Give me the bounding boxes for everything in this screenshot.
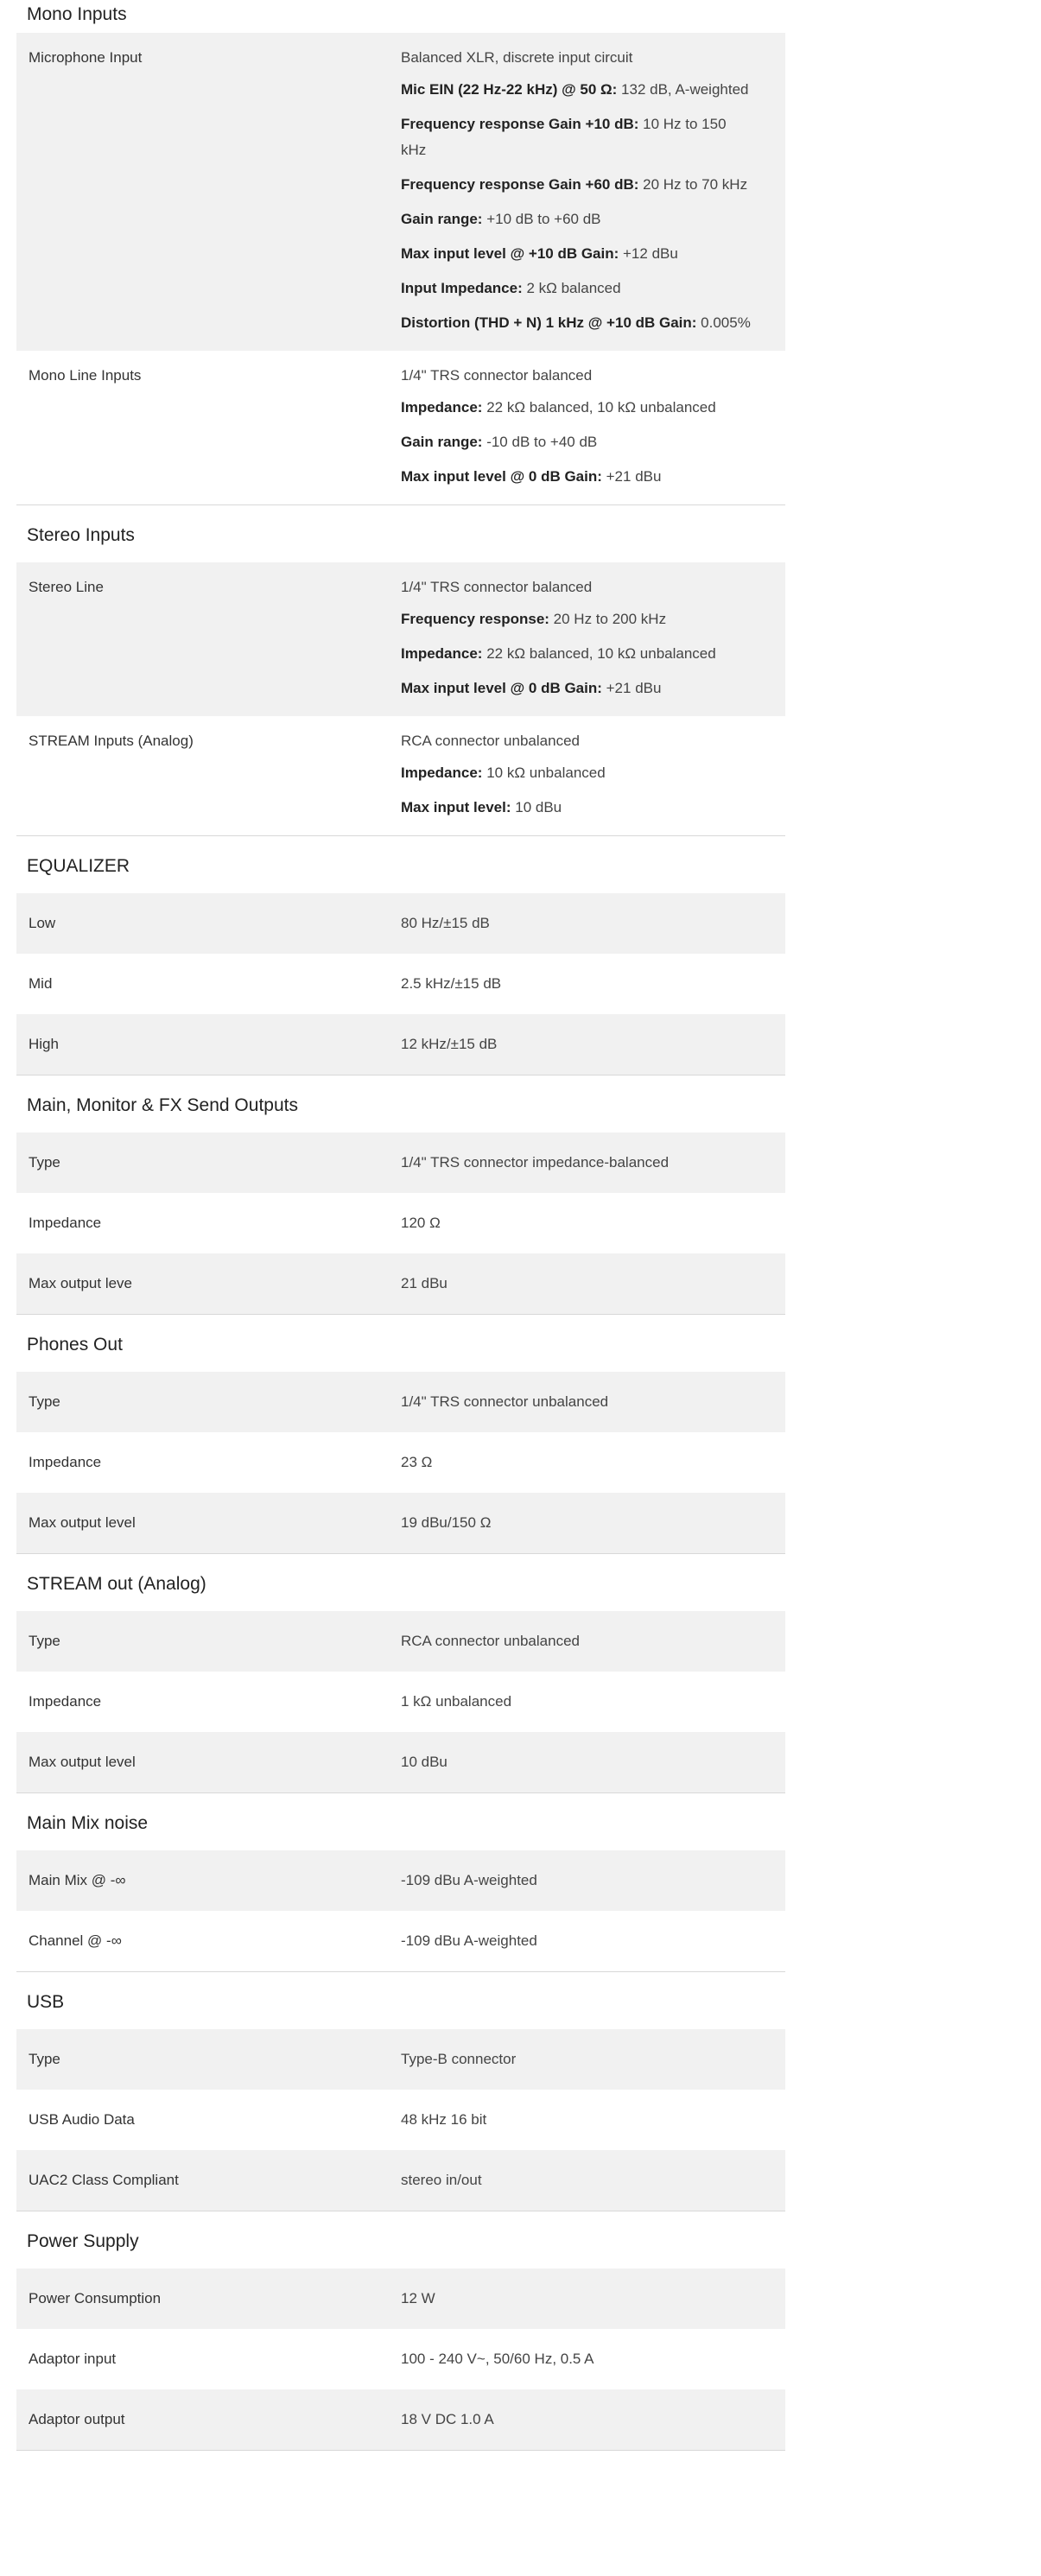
spec-section-stereo-inputs bbox=[16, 505, 785, 836]
spec-value: 18 V DC 1.0 A bbox=[401, 2411, 494, 2427]
section-title: Power Supply bbox=[27, 2231, 139, 2251]
spec-value-text: 2 kΩ balanced bbox=[522, 280, 621, 296]
spec-section-phones-out bbox=[16, 1315, 785, 1554]
spec-value: Type-B connector bbox=[401, 2051, 517, 2067]
section-title: Main Mix noise bbox=[27, 1813, 149, 1833]
spec-row bbox=[16, 893, 785, 954]
spec-row bbox=[16, 2150, 785, 2211]
spec-label: Type bbox=[29, 1154, 60, 1171]
spec-row bbox=[16, 1372, 785, 1432]
spec-section-equalizer bbox=[16, 836, 785, 1075]
spec-value-key: Max input level @ 0 dB Gain: bbox=[401, 468, 602, 485]
spec-value: 100 - 240 V~, 50/60 Hz, 0.5 A bbox=[401, 2351, 594, 2367]
spec-value-text: +12 dBu bbox=[619, 245, 678, 262]
spec-row bbox=[16, 2389, 785, 2450]
spec-value-key: Impedance: bbox=[401, 645, 483, 662]
spec-row bbox=[16, 1732, 785, 1792]
spec-value-key: Distortion (THD + N) 1 kHz @ +10 dB Gain: bbox=[401, 314, 697, 331]
spec-value-text: 10 Hz to 150 kHz bbox=[401, 116, 727, 158]
spec-value: 48 kHz 16 bit bbox=[401, 2111, 487, 2128]
spec-value: 1/4" TRS connector impedance-balanced bbox=[401, 1154, 670, 1171]
spec-value: 80 Hz/±15 dB bbox=[401, 915, 490, 931]
spec-label: Channel @ -∞ bbox=[29, 1932, 122, 1949]
spec-value-text: +21 dBu bbox=[601, 680, 662, 696]
spec-label: USB Audio Data bbox=[29, 2111, 135, 2128]
spec-value-text: RCA connector unbalanced bbox=[401, 733, 580, 749]
spec-value: 23 Ω bbox=[401, 1454, 433, 1470]
spec-section-usb bbox=[16, 1972, 785, 2211]
spec-value-text: 10 kΩ unbalanced bbox=[482, 765, 606, 781]
spec-label: Max output level bbox=[29, 1514, 136, 1531]
spec-value bbox=[401, 577, 772, 701]
spec-table bbox=[16, 0, 785, 2451]
spec-value-line bbox=[401, 395, 755, 421]
section-title: Main, Monitor & FX Send Outputs bbox=[27, 1095, 298, 1115]
spec-value-text: 132 dB, A-weighted bbox=[617, 81, 749, 98]
spec-value-text: 0.005% bbox=[696, 314, 751, 331]
spec-label: Type bbox=[29, 1633, 60, 1649]
spec-value: -109 dBu A-weighted bbox=[401, 1932, 537, 1949]
spec-row bbox=[16, 351, 785, 504]
spec-value: 19 dBu/150 Ω bbox=[401, 1514, 492, 1531]
spec-value-line bbox=[401, 795, 755, 821]
spec-label: High bbox=[29, 1036, 59, 1052]
spec-row bbox=[16, 954, 785, 1014]
spec-value-line bbox=[401, 276, 755, 301]
spec-value-key: Input Impedance: bbox=[401, 280, 523, 296]
spec-row bbox=[16, 716, 785, 835]
spec-value-key: Max input level @ +10 dB Gain: bbox=[401, 245, 619, 262]
spec-value-text: +21 dBu bbox=[601, 468, 662, 485]
spec-value-line bbox=[401, 429, 755, 455]
spec-label: Low bbox=[29, 915, 56, 931]
spec-value-text: Balanced XLR, discrete input circuit bbox=[401, 49, 633, 66]
spec-value-text: 22 kΩ balanced, 10 kΩ unbalanced bbox=[482, 399, 716, 416]
spec-value-line bbox=[401, 731, 755, 752]
spec-value: 10 dBu bbox=[401, 1754, 448, 1770]
spec-value-key: Impedance: bbox=[401, 399, 483, 416]
spec-value-line bbox=[401, 172, 755, 198]
spec-label: Type bbox=[29, 2051, 60, 2067]
spec-row bbox=[16, 2029, 785, 2090]
spec-label: UAC2 Class Compliant bbox=[29, 2172, 179, 2188]
spec-value-line bbox=[401, 760, 755, 786]
spec-value-key: Max input level: bbox=[401, 799, 511, 815]
spec-value-key: Gain range: bbox=[401, 434, 483, 450]
spec-value: 2.5 kHz/±15 dB bbox=[401, 975, 502, 992]
spec-value-line bbox=[401, 310, 755, 336]
spec-value-line bbox=[401, 606, 755, 632]
spec-value-key: Mic EIN (22 Hz-22 kHz) @ 50 Ω: bbox=[401, 81, 618, 98]
spec-value-text: 1/4" TRS connector balanced bbox=[401, 579, 593, 595]
spec-row bbox=[16, 1253, 785, 1314]
spec-label: Impedance bbox=[29, 1454, 102, 1470]
spec-row bbox=[16, 562, 785, 716]
spec-label: Microphone Input bbox=[29, 49, 143, 66]
spec-label: Main Mix @ -∞ bbox=[29, 1872, 126, 1888]
spec-row bbox=[16, 33, 785, 351]
spec-row bbox=[16, 1014, 785, 1075]
spec-section-main-monitor-fx-send-outputs bbox=[16, 1075, 785, 1315]
spec-row bbox=[16, 1672, 785, 1732]
spec-value bbox=[401, 365, 772, 490]
spec-row bbox=[16, 2268, 785, 2329]
spec-value-text: 1/4" TRS connector balanced bbox=[401, 367, 593, 384]
spec-value: 12 W bbox=[401, 2290, 435, 2306]
spec-value: 12 kHz/±15 dB bbox=[401, 1036, 498, 1052]
spec-section-power-supply bbox=[16, 2211, 785, 2451]
spec-row bbox=[16, 1133, 785, 1193]
spec-label: Power Consumption bbox=[29, 2290, 162, 2306]
section-title: Phones Out bbox=[27, 1335, 123, 1355]
spec-value-line bbox=[401, 48, 755, 68]
spec-value: 21 dBu bbox=[401, 1275, 448, 1291]
spec-value-key: Gain range: bbox=[401, 211, 483, 227]
spec-section-mono-inputs bbox=[16, 0, 785, 505]
spec-label: Mid bbox=[29, 975, 53, 992]
spec-value-line bbox=[401, 577, 755, 598]
spec-row bbox=[16, 2090, 785, 2150]
spec-label: Max output leve bbox=[29, 1275, 133, 1291]
spec-label: Adaptor input bbox=[29, 2351, 117, 2367]
spec-value-line bbox=[401, 641, 755, 667]
spec-row bbox=[16, 1193, 785, 1253]
spec-value bbox=[401, 48, 772, 336]
spec-row bbox=[16, 1493, 785, 1553]
spec-value: 120 Ω bbox=[401, 1215, 441, 1231]
section-title: USB bbox=[27, 1992, 65, 2012]
spec-value-text: -10 dB to +40 dB bbox=[482, 434, 598, 450]
spec-label: Type bbox=[29, 1393, 60, 1410]
spec-label: Stereo Line bbox=[29, 579, 104, 595]
spec-label: Max output level bbox=[29, 1754, 136, 1770]
spec-label: Adaptor output bbox=[29, 2411, 125, 2427]
spec-value-line bbox=[401, 464, 755, 490]
spec-value: RCA connector unbalanced bbox=[401, 1633, 580, 1649]
spec-label: Impedance bbox=[29, 1215, 102, 1231]
spec-value: 1/4" TRS connector unbalanced bbox=[401, 1393, 609, 1410]
spec-value-text: +10 dB to +60 dB bbox=[482, 211, 601, 227]
spec-row bbox=[16, 1611, 785, 1672]
spec-value bbox=[401, 731, 772, 821]
spec-row bbox=[16, 1850, 785, 1911]
spec-value-key: Frequency response Gain +60 dB: bbox=[401, 176, 639, 193]
spec-label: Mono Line Inputs bbox=[29, 367, 142, 384]
spec-value-key: Impedance: bbox=[401, 765, 483, 781]
spec-value-line bbox=[401, 111, 755, 163]
spec-label: Impedance bbox=[29, 1693, 102, 1710]
spec-value: stereo in/out bbox=[401, 2172, 482, 2188]
spec-row bbox=[16, 2329, 785, 2389]
spec-row bbox=[16, 1432, 785, 1493]
spec-value-line bbox=[401, 365, 755, 386]
spec-label: STREAM Inputs (Analog) bbox=[29, 733, 194, 749]
spec-value-key: Frequency response Gain +10 dB: bbox=[401, 116, 639, 132]
spec-value: -109 dBu A-weighted bbox=[401, 1872, 537, 1888]
spec-value-key: Max input level @ 0 dB Gain: bbox=[401, 680, 602, 696]
spec-row bbox=[16, 1911, 785, 1971]
spec-value-key: Frequency response: bbox=[401, 611, 549, 627]
spec-value-text: 20 Hz to 70 kHz bbox=[638, 176, 748, 193]
spec-value-line bbox=[401, 676, 755, 701]
spec-section-stream-out-analog bbox=[16, 1554, 785, 1793]
spec-section-main-mix-noise bbox=[16, 1793, 785, 1972]
spec-value-text: 10 dBu bbox=[511, 799, 562, 815]
spec-value-line bbox=[401, 77, 755, 103]
section-title: STREAM out (Analog) bbox=[27, 1574, 206, 1594]
spec-value-text: 20 Hz to 200 kHz bbox=[549, 611, 667, 627]
spec-value-line bbox=[401, 241, 755, 267]
spec-value: 1 kΩ unbalanced bbox=[401, 1693, 512, 1710]
spec-value-line bbox=[401, 206, 755, 232]
section-title: Stereo Inputs bbox=[27, 525, 135, 545]
section-title: EQUALIZER bbox=[27, 856, 130, 876]
spec-value-text: 22 kΩ balanced, 10 kΩ unbalanced bbox=[482, 645, 716, 662]
section-title: Mono Inputs bbox=[27, 4, 127, 24]
